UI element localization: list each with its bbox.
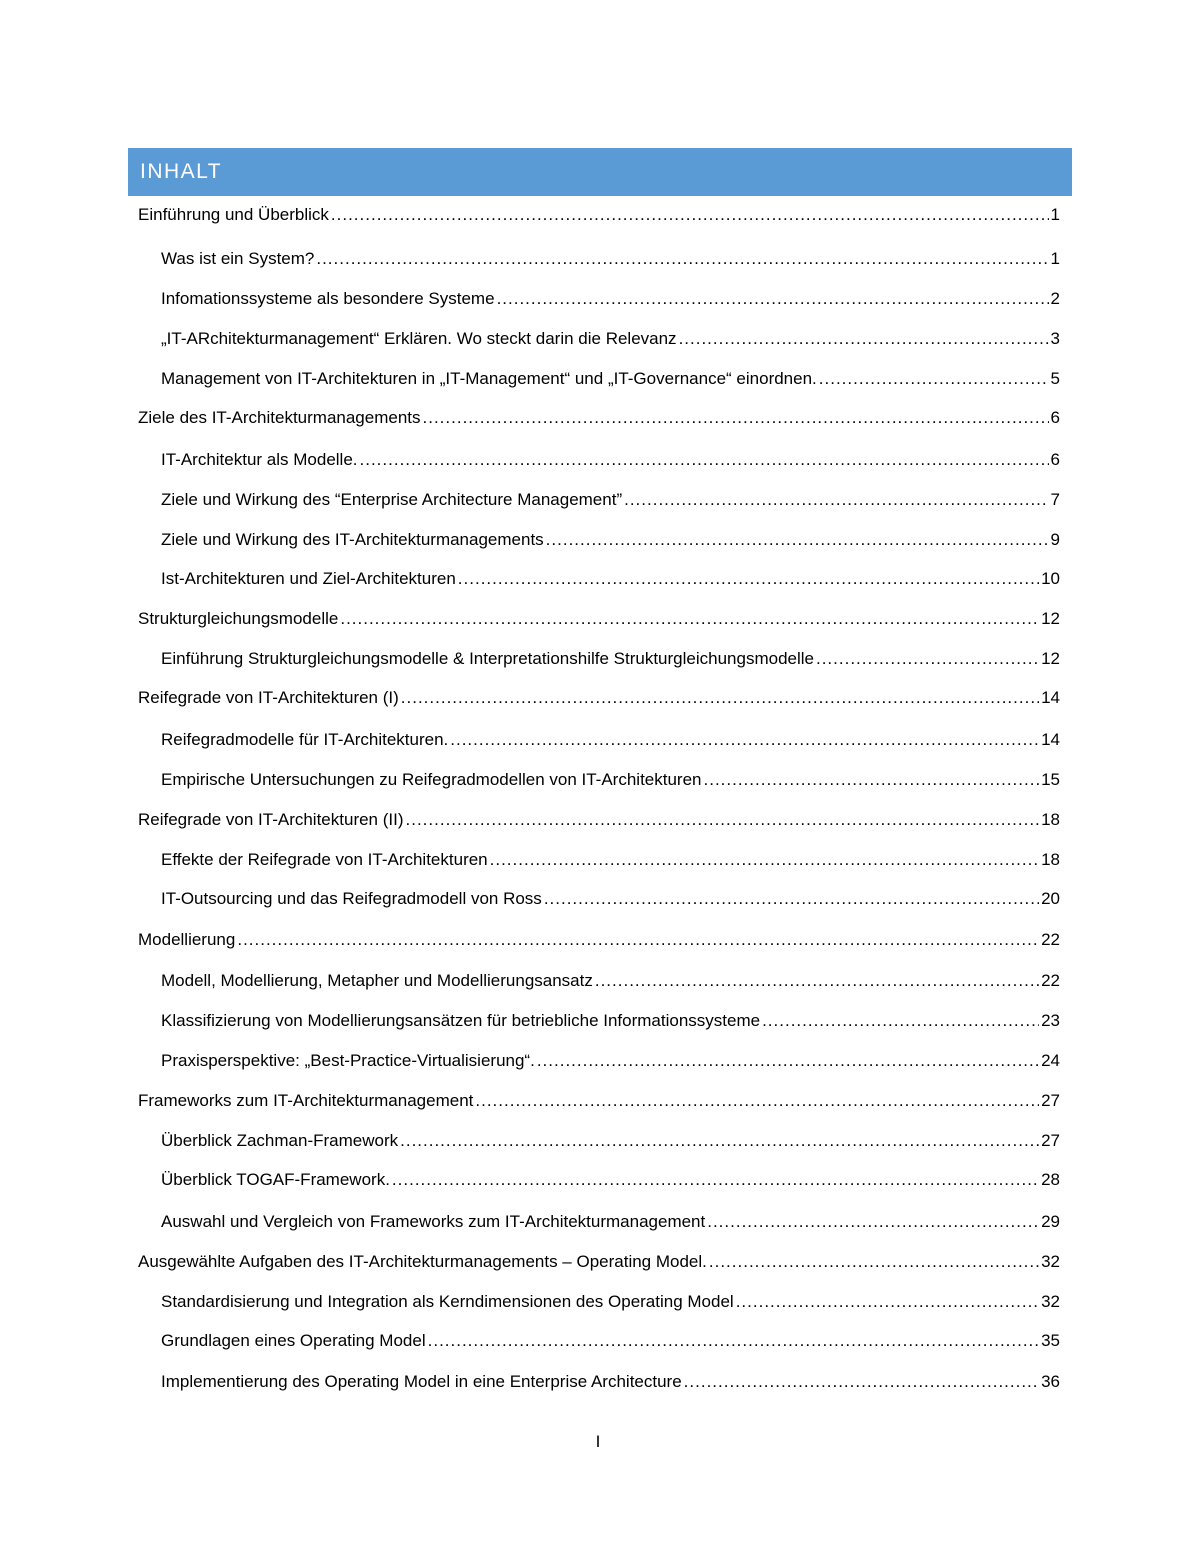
toc-dot-leader [684,1370,1039,1394]
toc-entry-title: Ziele und Wirkung des “Enterprise Architecture Management” [161,490,623,509]
toc-entry-title: Modellierung [138,930,236,949]
toc-dot-leader [762,1009,1039,1033]
toc-entry-title: IT-Outsourcing und das Reifegradmodell von Ross [161,889,542,908]
toc-entry-title: Frameworks zum IT-Architekturmanagement [138,1091,474,1110]
toc-entry-page-number: 22 [1041,971,1060,990]
toc-dot-leader [331,203,1049,227]
toc-entry-title: Ausgewählte Aufgaben des IT-Architekturmanagements – Operating Model. [138,1252,707,1271]
toc-entry-title: Ziele und Wirkung des IT-Architekturmanagements [161,530,544,549]
toc-entry-title: IT-Architektur als Modelle. [161,450,358,469]
toc-entry-section[interactable] [161,247,1060,271]
toc-dot-leader [401,686,1039,710]
toc-dot-leader [450,728,1039,752]
toc-entry-page-number: 12 [1041,609,1060,628]
toc-entry-title: Grundlagen eines Operating Model [161,1331,426,1350]
toc-entry-title: Management von IT-Architekturen in „IT-Management“ und „IT-Governance“ einordnen. [161,369,817,388]
toc-dot-leader [704,768,1040,792]
toc-entry-page-number: 15 [1041,770,1060,789]
toc-entry-title: Empirische Untersuchungen zu Reifegradmodellen von IT-Architekturen [161,770,702,789]
toc-entry-title: Einführung Strukturgleichungsmodelle & Interpretationshilfe Strukturgleichungsmodelle [161,649,814,668]
toc-entry-title: Was ist ein System? [161,249,315,268]
toc-entry-page-number: 14 [1041,730,1060,749]
toc-entry-section[interactable] [161,287,1060,311]
toc-dot-leader [679,327,1049,351]
toc-entry-section[interactable] [161,848,1060,872]
toc-entry-page-number: 29 [1041,1212,1060,1231]
toc-dot-leader [340,607,1039,631]
toc-entry-title: Standardisierung und Integration als Kerndimensionen des Operating Model [161,1292,734,1311]
toc-entry-page-number: 18 [1041,810,1060,829]
toc-entry-page-number: 10 [1041,569,1060,588]
toc-dot-leader [819,367,1049,391]
toc-entry-page-number: 18 [1041,850,1060,869]
toc-entry-page-number: 27 [1041,1131,1060,1150]
toc-dot-leader [360,448,1049,472]
toc-entry-title: Effekte der Reifegrade von IT-Architekturen [161,850,488,869]
toc-entry-page-number: 35 [1041,1331,1060,1350]
toc-dot-leader [544,887,1039,911]
toc-entry-chapter[interactable] [138,607,1060,631]
toc-entry-section[interactable] [161,528,1060,552]
toc-entry-page-number: 2 [1050,289,1060,308]
toc-entry-chapter[interactable] [138,203,1060,227]
toc-entry-title: Ziele des IT-Architekturmanagements [138,408,421,427]
toc-entry-title: Einführung und Überblick [138,205,329,224]
toc-entry-section[interactable] [161,1370,1060,1394]
toc-entry-page-number: 20 [1041,889,1060,908]
toc-dot-leader [406,808,1040,832]
toc-entry-page-number: 12 [1041,649,1060,668]
toc-entry-title: Reifegradmodelle für IT-Architekturen. [161,730,449,749]
page-number: I [595,1432,601,1451]
toc-entry-page-number: 1 [1050,205,1060,224]
toc-entry-page-number: 6 [1050,408,1060,427]
toc-entry-section[interactable] [161,728,1060,752]
toc-entry-page-number: 32 [1041,1292,1060,1311]
toc-entry-section[interactable] [161,367,1060,391]
toc-dot-leader [595,969,1039,993]
toc-dot-leader [497,287,1049,311]
toc-entry-title: Überblick Zachman-Framework [161,1131,399,1150]
toc-entry-page-number: 32 [1041,1252,1060,1271]
toc-dot-leader [316,247,1048,271]
toc-entry-page-number: 9 [1050,530,1060,549]
toc-entry-page-number: 6 [1050,450,1060,469]
toc-entry-page-number: 24 [1041,1051,1060,1070]
toc-dot-leader [707,1210,1039,1234]
toc-dot-leader [392,1168,1039,1192]
toc-dot-leader [736,1290,1039,1314]
toc-entry-page-number: 36 [1041,1372,1060,1391]
toc-entry-section[interactable] [161,448,1060,472]
toc-entry-chapter[interactable] [138,1250,1060,1274]
toc-entry-page-number: 3 [1050,329,1060,348]
toc-entry-section[interactable] [161,488,1060,512]
toc-entry-section[interactable] [161,1129,1060,1153]
toc-entry-page-number: 28 [1041,1170,1060,1189]
toc-dot-leader [237,928,1039,952]
toc-entry-section[interactable] [161,327,1060,351]
toc-entry-page-number: 1 [1050,249,1060,268]
toc-entry-title: Ist-Architekturen und Ziel-Architekturen [161,569,456,588]
toc-entry-section[interactable] [161,1210,1060,1234]
toc-dot-leader [423,406,1049,430]
toc-entry-section[interactable] [161,1168,1060,1192]
toc-entry-section[interactable] [161,969,1060,993]
toc-entry-section[interactable] [161,567,1060,591]
toc-entry-section[interactable] [161,1329,1060,1353]
toc-entry-section[interactable] [161,1290,1060,1314]
toc-entry-page-number: 7 [1050,490,1060,509]
toc-entry-title: „IT-ARchitekturmanagement“ Erklären. Wo steckt darin die Relevanz [161,329,677,348]
toc-entry-title: Praxisperspektive: „Best-Practice-Virtualisierung“. [161,1051,535,1070]
toc-dot-leader [537,1049,1039,1073]
toc-heading: INHALT [140,160,223,183]
toc-entry-chapter[interactable] [138,1089,1060,1113]
toc-entry-page-number: 22 [1041,930,1060,949]
toc-entry-page-number: 14 [1041,688,1060,707]
toc-entry-title: Reifegrade von IT-Architekturen (I) [138,688,399,707]
toc-entry-section[interactable] [161,887,1060,911]
toc-entry-page-number: 5 [1050,369,1060,388]
toc-heading-bar [128,148,1072,196]
toc-dot-leader [400,1129,1039,1153]
toc-dot-leader [816,647,1039,671]
toc-entry-section[interactable] [161,1049,1060,1073]
toc-dot-leader [428,1329,1039,1353]
toc-entry-title: Klassifizierung von Modellierungsansätzen für betriebliche Informationssysteme [161,1011,761,1030]
toc-dot-leader [458,567,1039,591]
toc-dot-leader [624,488,1048,512]
toc-entry-chapter[interactable] [138,928,1060,952]
toc-entry-page-number: 27 [1041,1091,1060,1110]
toc-entry-chapter[interactable] [138,406,1060,430]
toc-dot-leader [475,1089,1039,1113]
toc-entry-page-number: 23 [1041,1011,1060,1030]
toc-entry-title: Auswahl und Vergleich von Frameworks zum IT-Architekturmanagement [161,1212,706,1231]
toc-entry-title: Strukturgleichungsmodelle [138,609,339,628]
toc-dot-leader [546,528,1049,552]
toc-entry-title: Implementierung des Operating Model in eine Enterprise Architecture [161,1372,682,1391]
toc-entry-title: Reifegrade von IT-Architekturen (II) [138,810,404,829]
toc-entry-title: Infomationssysteme als besondere Systeme [161,289,495,308]
toc-entry-title: Überblick TOGAF-Framework. [161,1170,390,1189]
toc-entry-section[interactable] [161,768,1060,792]
toc-dot-leader [490,848,1039,872]
toc-dot-leader [709,1250,1039,1274]
toc-entry-title: Modell, Modellierung, Metapher und Modellierungsansatz [161,971,593,990]
toc-entry-section[interactable] [161,647,1060,671]
toc-entry-section[interactable] [161,1009,1060,1033]
toc-entry-chapter[interactable] [138,808,1060,832]
toc-entry-chapter[interactable] [138,686,1060,710]
